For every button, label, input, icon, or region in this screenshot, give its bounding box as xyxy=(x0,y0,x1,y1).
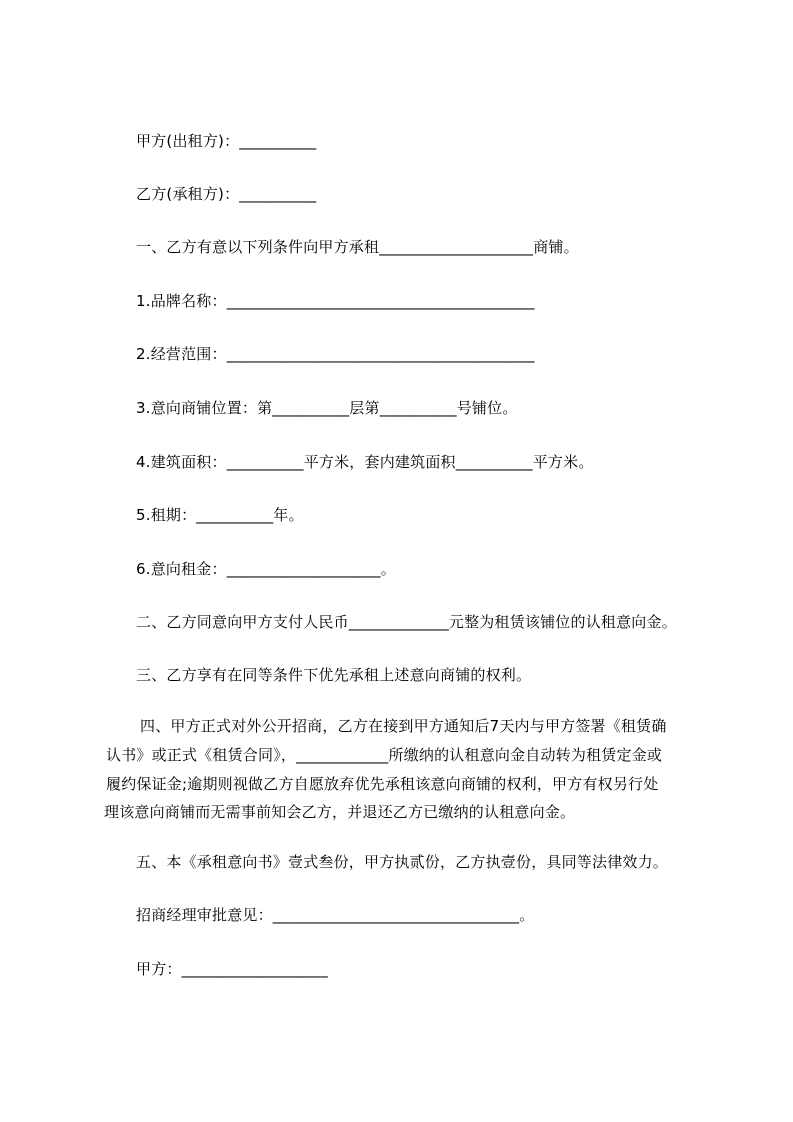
item-business-scope: 2.经营范围：________________________________________ xyxy=(136,345,535,363)
section-3-priority: 三、乙方享有在同等条件下优先承租上述意向商铺的权利。 xyxy=(136,666,532,684)
section-4-line-1: 四、甲方正式对外公开招商，乙方在接到甲方通知后7天内与甲方签署《租赁确 xyxy=(140,717,667,735)
manager-approval-line: 招商经理审批意见：________________________________。 xyxy=(136,906,535,924)
item-brand-name: 1.品牌名称：________________________________________ xyxy=(136,292,535,310)
party-b-lessee-line: 乙方(承租方)：__________ xyxy=(136,185,317,203)
section-2-deposit: 二、乙方同意向甲方支付人民币_____________元整为租赁该铺位的认租意向金。 xyxy=(136,613,677,631)
section-1-heading: 一、乙方有意以下列条件向甲方承租____________________商铺。 xyxy=(136,238,579,256)
party-a-lessor-line: 甲方(出租方)：__________ xyxy=(136,132,317,150)
section-4-line-2: 认书》或正式《租赁合同》，____________所缴纳的认租意向金自动转为租赁定金或 xyxy=(106,746,663,764)
section-4-line-3: 履约保证金;逾期则视做乙方自愿放弃优先承租该意向商铺的权利，甲方有权另行处 xyxy=(106,775,659,793)
item-lease-term: 5.租期：__________年。 xyxy=(136,506,304,524)
item-building-area: 4.建筑面积：__________平方米，套内建筑面积__________平方米。 xyxy=(136,453,594,471)
section-4-line-4: 理该意向商铺而无需事前知会乙方，并退还乙方已缴纳的认租意向金。 xyxy=(104,803,576,821)
party-a-signature-line: 甲方：___________________ xyxy=(136,960,328,978)
item-shop-location: 3.意向商铺位置：第__________层第__________号铺位。 xyxy=(136,399,518,417)
item-intended-rent: 6.意向租金：____________________。 xyxy=(136,560,396,578)
section-5-copies: 五、本《承租意向书》壹式叁份，甲方执贰份，乙方执壹份，具同等法律效力。 xyxy=(136,853,669,871)
